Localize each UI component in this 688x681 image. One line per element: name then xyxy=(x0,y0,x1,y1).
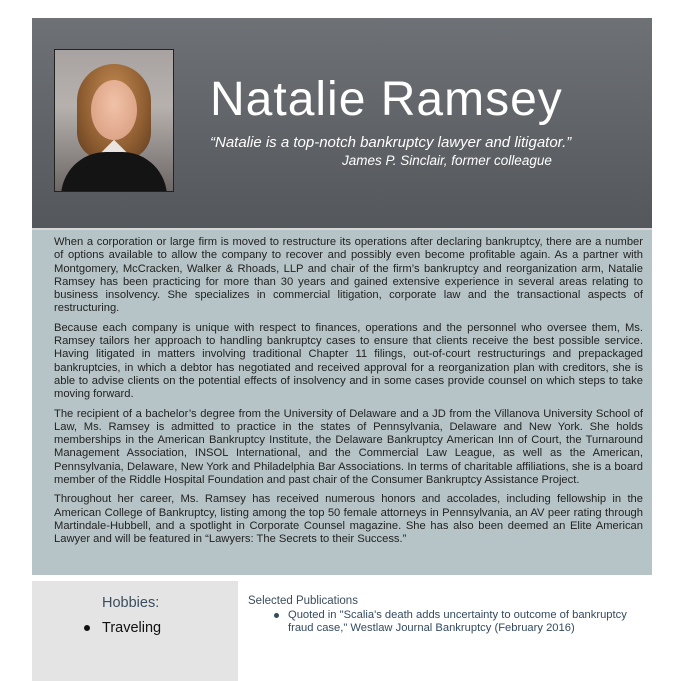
hobbies-heading: Hobbies: xyxy=(102,595,160,611)
profile-page xyxy=(32,18,652,681)
bullet-icon xyxy=(274,613,279,618)
publications-panel xyxy=(248,595,652,636)
bio-paragraph: Because each company is unique with respect to finances, operations and the personnel who oversee them, Ms. Ramsey tailors her approach to handling bankruptcy cases to ensure that clients receive the best possible service. Having litigated in matters involving traditional Chapter 11 filings, out-of-court restructurings and prepackaged bankruptcies, in which a debtor has negotiated and received approval for a reorganization plan with creditors, she is able to advise clients on the potential effects of insolvency and in some cases provide counsel on which steps to take moving forward. xyxy=(54,321,643,401)
profile-quote: “Natalie is a top-notch bankruptcy lawyer and litigator.” xyxy=(210,134,572,151)
hobby-label: Traveling xyxy=(102,620,162,636)
bullet-icon xyxy=(84,625,90,631)
hobbies-list xyxy=(32,619,161,637)
bio-paragraph: When a corporation or large firm is moved to restructure its operations after declaring bankruptcy, there are a number of options available to allow the company to recover and possibly even become profitable again. As a partner with Montgomery, McCracken, Walker & Rhoads, LLP and chair of the firm’s bankruptcy and reorganization arm, Natalie Ramsey has been practicing for more than 30 years and gained extensive experience in several areas relating to business insolvency. She specializes in commercial litigation, corporate law and the transactional aspects of restructuring. xyxy=(54,236,643,315)
hobby-item xyxy=(32,619,161,637)
publication-item xyxy=(248,609,652,636)
bio-paragraph: Throughout her career, Ms. Ramsey has received numerous honors and accolades, including fellowship in the American College of Bankruptcy, listing among the top 50 female attorneys in Pennsylvania, an AV peer rating through Martindale-Hubbell, and a spotlight in Corporate Counsel magazine. She has also been deemed an Elite American Lawyer and will be featured in “Lawyers: The Secrets to their Success.” xyxy=(54,493,643,546)
portrait-jacket xyxy=(61,152,167,192)
hobbies-panel xyxy=(32,581,238,681)
bottom-section xyxy=(32,581,652,681)
biography-section xyxy=(32,230,652,575)
publications-heading: Selected Publications xyxy=(248,595,358,607)
portrait-face xyxy=(91,80,137,140)
portrait-photo xyxy=(54,49,174,192)
publications-list xyxy=(248,609,652,636)
publication-text: Quoted in "Scalia's death adds uncertainty to outcome of bankruptcy fraud case," Westlaw Journal Bankruptcy (February 2016) xyxy=(288,609,627,635)
bio-paragraph: The recipient of a bachelor’s degree from the University of Delaware and a JD from the Villanova University School of Law, Ms. Ramsey is admitted to practice in the states of Pennsylvania, Delaware and New York. She holds memberships in the American Bankruptcy Institute, the Delaware Bankruptcy American Inn of Court, the Turnaround Management Association, INSOL International, and the Commercial Law League, as well as the American, Pennsylvania, Delaware, New York and Philadelphia Bar Associations. In terms of charitable affiliations, she is a board member of the Riddle Hospital Foundation and past chair of the Consumer Bankruptcy Assistance Project. xyxy=(54,407,643,487)
quote-attribution: James P. Sinclair, former colleague xyxy=(342,153,552,168)
profile-name: Natalie Ramsey xyxy=(210,73,563,126)
profile-header xyxy=(32,18,652,230)
